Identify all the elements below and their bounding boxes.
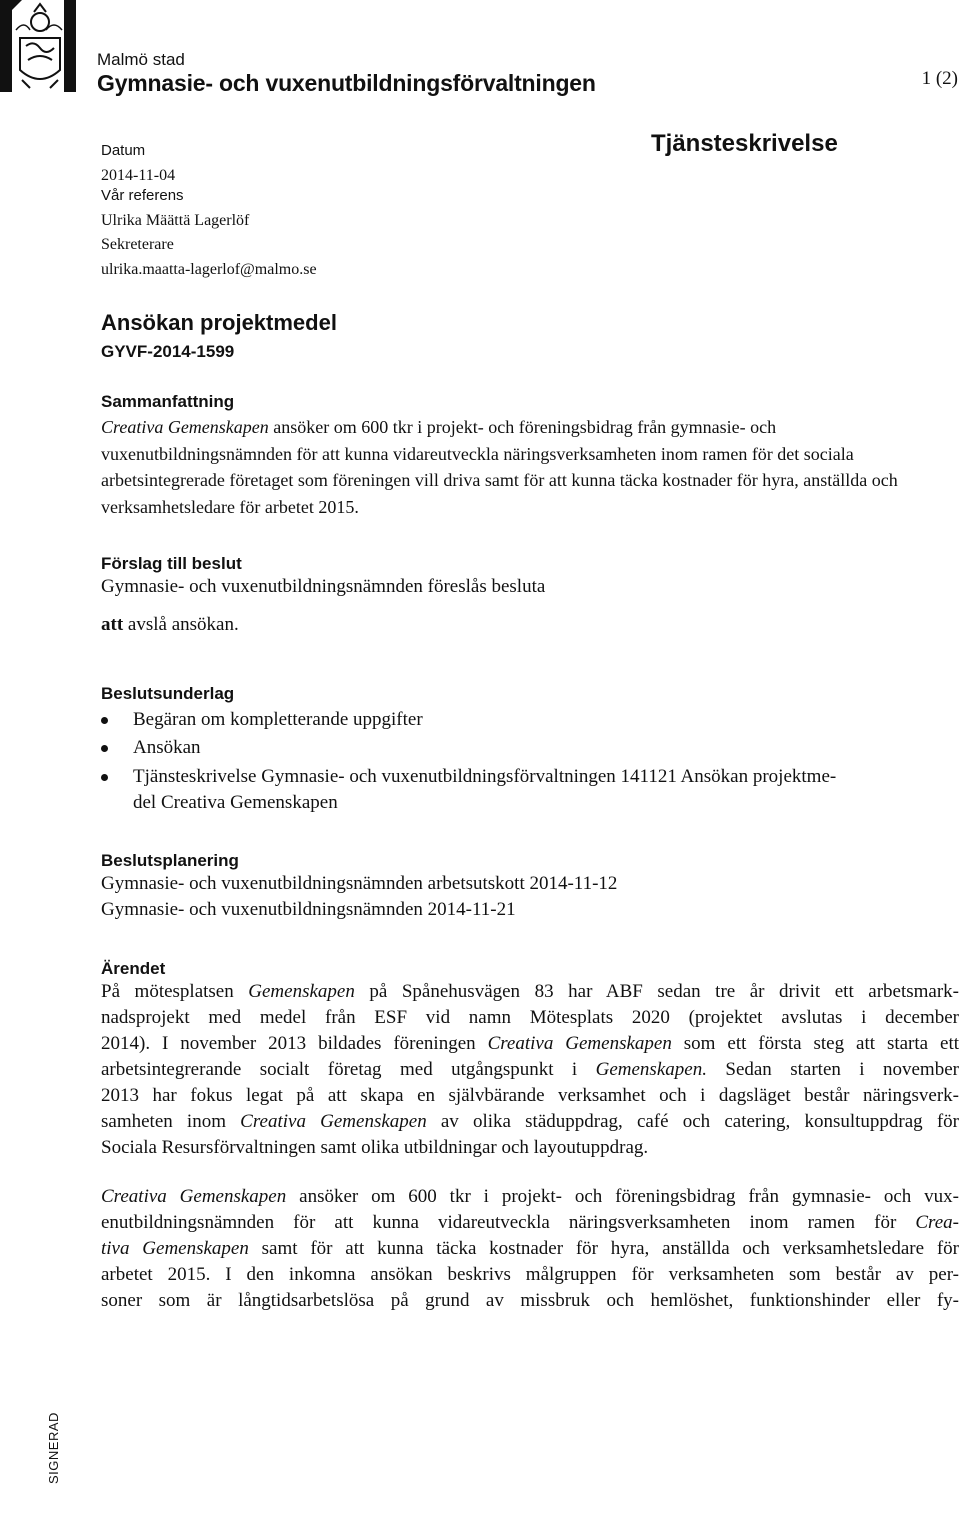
signed-stamp: SIGNERAD (46, 1412, 61, 1484)
reference-number: GYVF-2014-1599 (101, 342, 235, 361)
planning-line: Gymnasie- och vuxenutbildningsnämnden arbetsutskott 2014-11-12 (101, 873, 618, 894)
org-department: Gymnasie- och vuxenutbildningsförvaltningen (97, 70, 596, 96)
document-title: Ansökan projektmedel (101, 310, 337, 335)
section-heading-sammanfattning: Sammanfattning (101, 392, 235, 411)
date-label: Datum (101, 142, 146, 159)
org-name-italic: Creativa Gemenskapen (101, 417, 269, 437)
date-value: 2014-11-04 (101, 166, 176, 184)
planning-line: Gymnasie- och vuxenutbildningsnämnden 2014-11-21 (101, 899, 516, 920)
summary-paragraph (101, 414, 959, 520)
reference-name: Ulrika Määttä Lagerlöf (101, 211, 250, 229)
decision-text: avslå ansökan. (123, 614, 239, 635)
document-type: Tjänsteskrivelse (651, 130, 838, 157)
section-heading-beslutsplanering: Beslutsplanering (101, 851, 239, 870)
proposal-line: Gymnasie- och vuxenutbildningsnämnden föreslås besluta (101, 576, 546, 597)
reference-title: Sekreterare (101, 236, 174, 253)
arendet-paragraph-1: På mötesplatsen Gemenskapen på Spånehusvägen 83 har ABF sedan tre år drivit ett arbetsmark- nadsprojekt med medel från ESF vid namn Mötesplats 2020 (projektet avslutas i december 2014). I november 2013 bildades föreningen Creativa Gemenskapen som ett första steg att starta ett arbetsintegrerande socialt företag med utgångspunkt i Gemenskapen. Sedan starten i november 2013 har fokus legat på att skapa en självbärande verksamhet och i dagsläget består näringsverk- samheten inom Creativa Gemenskapen av olika städuppdrag, café och catering, konsultuppdrag för Sociala Resursförvaltningen samt olika utbildningar och layoutuppdrag. (101, 981, 960, 1158)
org-city: Malmö stad (97, 50, 185, 69)
bullet-icon (101, 745, 108, 752)
att-word: att (101, 614, 124, 635)
list-item-text: Ansökan (133, 737, 201, 758)
section-heading-arendet: Ärendet (101, 959, 166, 978)
reference-email: ulrika.maatta-lagerlof@malmo.se (101, 260, 317, 278)
document-meta (101, 139, 501, 282)
arendet-paragraph-2: Creativa Gemenskapen ansöker om 600 tkr i projekt- och föreningsbidrag från gymnasie- och vux- enutbildningsnämnden för att kunna vidareutveckla näringsverksamheten inom ramen för Crea- tiva Gemenskapen samt för att kunna täcka kostnader för hyra, anställda och verksamhetsledare för arbetet 2015. I den inkomna ansökan beskrivs målgruppen för verksamheten som består av per- soner som är långtidsarbetslösa på grund av missbruk och hemlöshet, funktionshinder eller fy- (101, 1186, 960, 1311)
bullet-icon (101, 717, 108, 724)
section-heading-beslutsunderlag: Beslutsunderlag (101, 684, 235, 703)
proposal-decision (101, 614, 239, 636)
reference-label: Vår referens (101, 187, 184, 204)
list-item-text: Tjänsteskrivelse Gymnasie- och vuxenutbildningsförvaltningen 141121 Ansökan projektme- del Creativa Gemenskapen (133, 766, 837, 813)
page-number: 1 (2) (921, 68, 958, 89)
summary-text: ansöker om 600 tkr i projekt- och föreningsbidrag från gymnasie- och vuxenutbildningsnämnden för att kunna vidareutveckla näringsverksamheten inom ramen för det sociala arbetsintegrerade företaget som föreningen vill driva samt för att kunna täcka kostnader för hyra, anställda och verksamhetsledare för arbetet 2015. (101, 417, 898, 517)
list-item-text: Begäran om kompletterande uppgifter (133, 709, 423, 730)
bullet-icon (101, 774, 108, 781)
section-heading-forslag: Förslag till beslut (101, 554, 242, 573)
malmo-coat-of-arms-logo (0, 0, 76, 92)
